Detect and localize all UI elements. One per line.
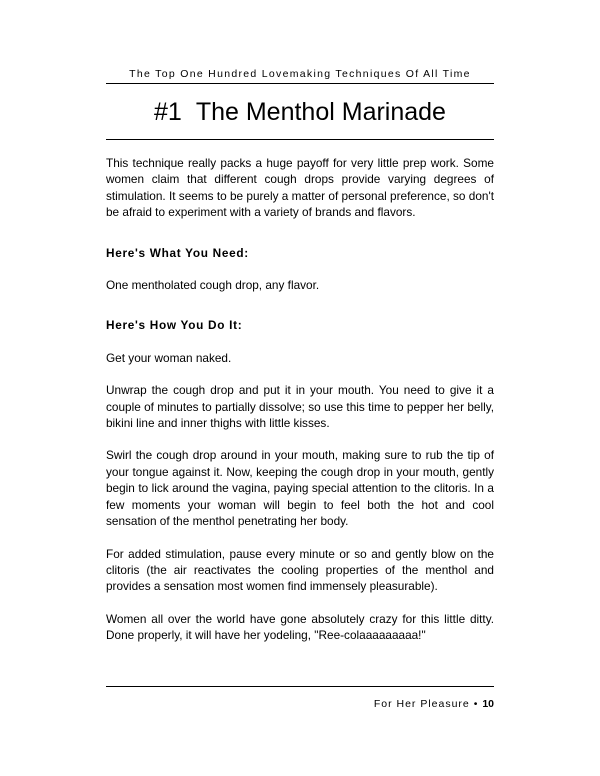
title-rule <box>106 139 494 140</box>
article-body <box>106 155 494 660</box>
page-title <box>106 94 494 130</box>
intro-paragraph: This technique really packs a huge payoff for very little prep work. Some women claim that different cough drops provide varying degrees of stimulation. It seems to be purely a matter of personal preference, so don't be afraid to experiment with a variety of brands and flavors. <box>106 156 494 220</box>
page-footer <box>106 697 494 711</box>
footer-separator: • <box>473 698 479 710</box>
step-paragraph: Get your woman naked. <box>106 350 232 365</box>
step-paragraph: Unwrap the cough drop and put it in your mouth. You need to give it a couple of minutes to partially dissolve; so use this time to pepper her belly, bikini line and inner thighs with little kisses. <box>106 383 494 431</box>
running-header: The Top One Hundred Lovemaking Techniques Of All Time <box>129 68 471 80</box>
technique-title: The Menthol Marinade <box>195 98 446 126</box>
footer-rule <box>106 686 494 687</box>
page-number: 10 <box>482 698 494 710</box>
how-heading: Here's How You Do It: <box>106 318 243 333</box>
need-heading: Here's What You Need: <box>106 245 249 260</box>
step-paragraph: Swirl the cough drop around in your mouth, making sure to rub the tip of your tongue against it. Now, keeping the cough drop in your mouth, gently begin to lick around the vagina, paying special attention to the clitoris. In a few moments your woman will begin to feel both the hot and cool sensation of the menthol penetrating her body. <box>106 448 494 529</box>
technique-number: #1 <box>154 98 182 126</box>
need-text: One mentholated cough drop, any flavor. <box>106 278 320 293</box>
footer-book-title: For Her Pleasure <box>373 698 470 710</box>
header-rule <box>106 83 494 84</box>
step-paragraph: For added stimulation, pause every minute or so and gently blow on the clitoris (the air reactivates the cooling properties of the menthol and provides a sensation most women find immensely pleasurable). <box>106 546 494 594</box>
step-paragraph: Women all over the world have gone absolutely crazy for this little ditty. Done properly, it will have her yodeling, "Ree-colaaaaaaaaa!" <box>106 611 494 643</box>
